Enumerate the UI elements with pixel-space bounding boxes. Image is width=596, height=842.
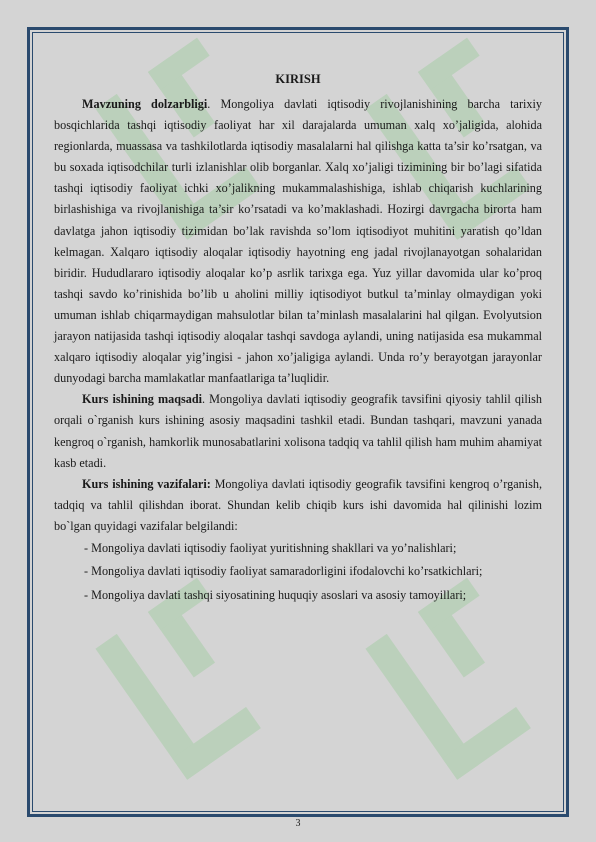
paragraph-tasks: [54, 474, 542, 537]
page-number: 3: [295, 818, 301, 829]
paragraph-lead: Kurs ishining maqsadi: [82, 392, 203, 407]
paragraph-relevance: [54, 94, 542, 389]
document-body: [54, 70, 542, 607]
paragraph-lead: Kurs ishining vazifalari:: [82, 476, 211, 491]
task-item: - Mongoliya davlati iqtisodiy faoliyat yuritishning shakllari va yo’nalishlari;: [84, 540, 457, 555]
paragraph-lead: Mavzuning dolzarbligi: [82, 97, 208, 111]
paragraph-text: . Mongoliya davlati iqtisodiy geografik tavsifini qiyosiy tahlil qilish orqali o`rganish kurs ishining asosiy maqsadini tashkil etadi. Bundan tashqari, mavzuni yanada kengroq o`rganish, hamkorlik munosabatlarini xolisona tadqiq va tahlil qilish ham muhim ahamiyat kasb etadi.: [54, 392, 543, 470]
task-item: - Mongoliya davlati tashqi siyosatining huquqiy asoslari va asosiy tamoyillari;: [84, 587, 467, 602]
paragraph-text: . Mongoliya davlati iqtisodiy rivojlanishining barcha tarixiy bosqichlarida tashqi iqtisodiy faoliyat har xil darajalarda umuman xalq xo’jaligida, alohida regionlarda, muassasa va tashkilotlarda iqtisodiy masalalarni hal qilishga katta ta’sir ko’rsatgan, va bu soxada iqtisodchilar turli izlanishlar olib borganlar. Xalq xo’jaligi tizimining bir bo’lagi sifatida tashqi iqtisodiy faoliyat ichki xo’jalikning mukammalashishiga, ishlab chiqarish kuchlarining birlashishiga va rivojlanishiga ta’sir ko’rsatadi va ko’maklashadi. Hozirgi davrgacha birorta ham davlatga jahon iqtisodiy tizimidan bo’lak ravishda so’lom iqtisodiyot muhitini yaratish qo’ldan kelmagan. Xalqaro iqtisodiy aloqalar iqtisodiy hayotning eng jadal rivojlanayotgan sohalaridan biridir. Hududlararo iqtisodiy aloqalar ko’p asrlik tarixga ega. Yuz yillar davomida ular ko’proq tashqi savdo ko’rinishida bo’lib u aholini milliy iqtisodiyot butkul ta’minlay olmaydigan yoki umuman ishlab chiqarmaydigan mahsulotlar bilan ta’minlash masalalarini hal qilgan. Evolyutsion jarayon natijasida tashqi iqtisodiy aloqalar tashqi savdoga aylandi, uning natijasida esa mukammal xalqaro iqtisodiy aloqalar yig’ingisi - jahon xo’jaligiga aylandi. Unda ro’y berayotgan jarayonlar dunyodagi barcha mamlakatlar manfaatlariga ta’luqlidir.: [54, 97, 542, 386]
section-title: KIRISH: [275, 72, 321, 86]
task-item: - Mongoliya davlati iqtisodiy faoliyat samaradorligini ifodalovchi ko’rsatkichlari;: [84, 564, 483, 579]
paragraph-text: Mongoliya davlati iqtisodiy geografik tavsifini kengroq o’rganish, tadqiq va tahlil qilishdan iborat. Shundan kelib chiqib kurs ishi davomida hal qilinishi lozim bo`lgan quyidagi vazifalar belgilandi:: [54, 476, 542, 533]
paragraph-goal: [54, 389, 542, 473]
